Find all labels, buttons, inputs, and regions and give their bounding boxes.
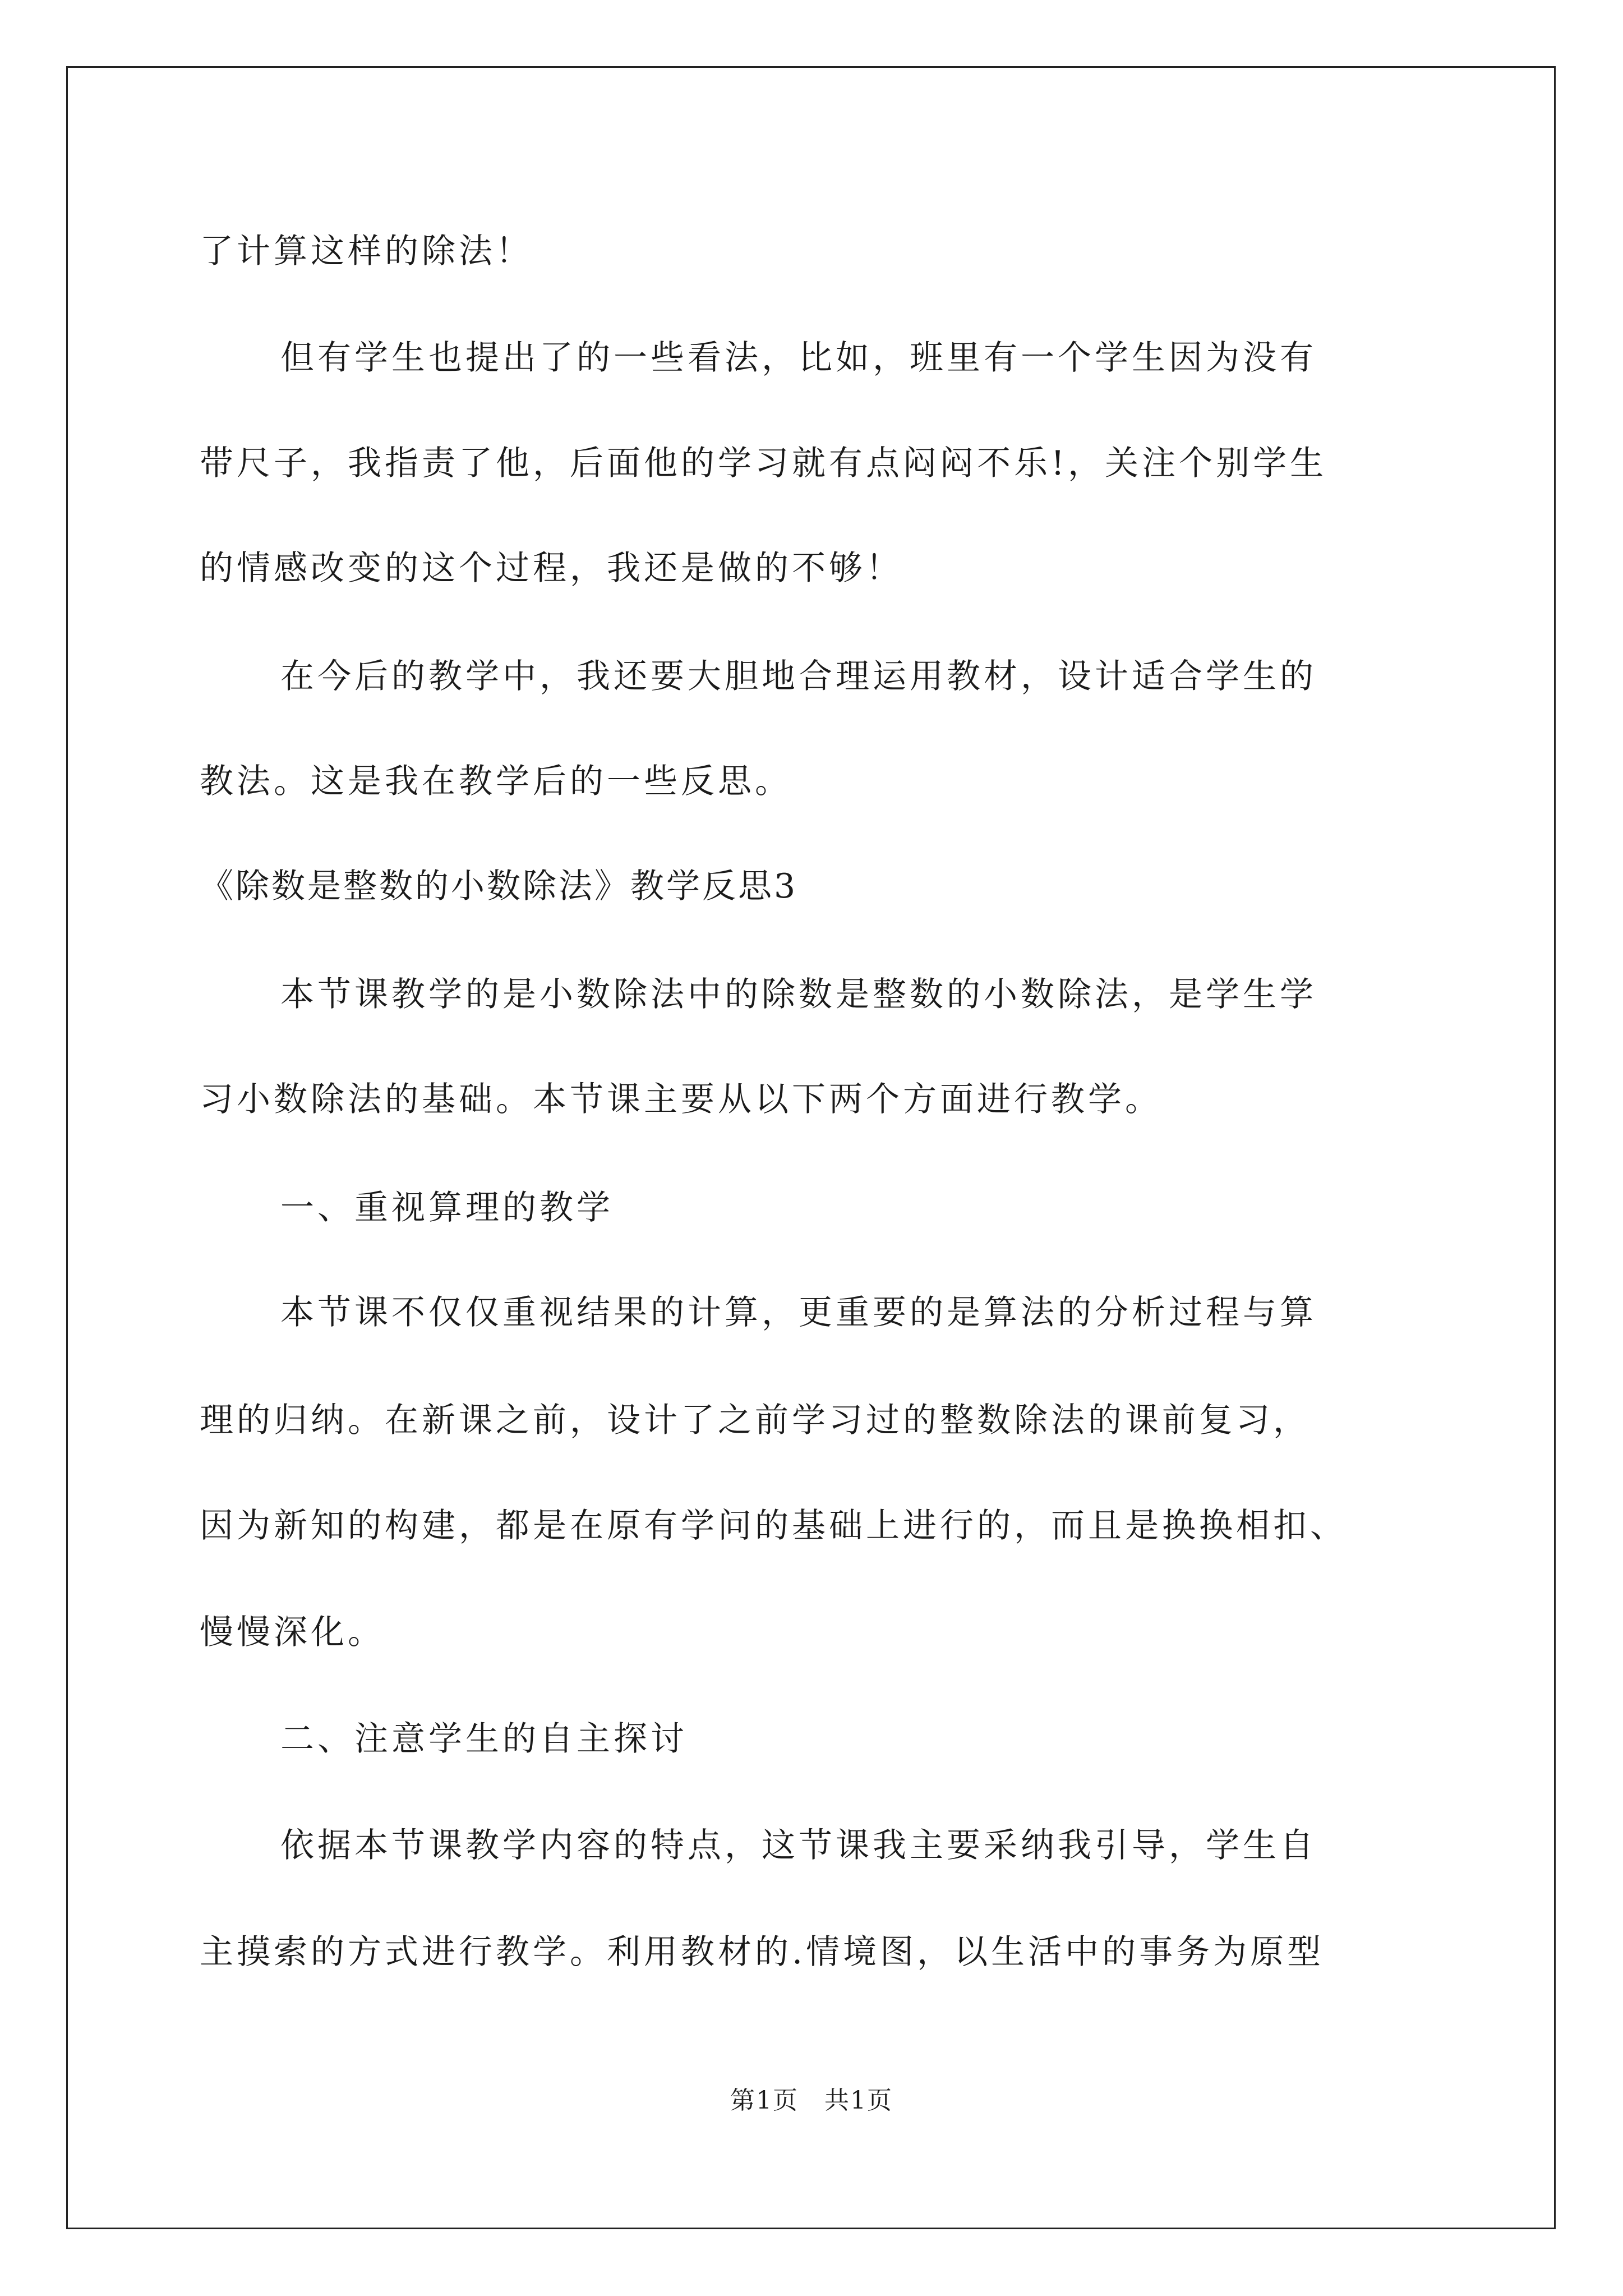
paragraph-line: 慢慢深化。: [200, 1613, 385, 1652]
paragraph-line: 的情感改变的这个过程，我还是做的不够！: [200, 549, 903, 588]
paragraph-line: 但有学生也提出了的一些看法，比如，班里有一个学生因为没有: [280, 338, 1317, 378]
paragraph-line: 教法。这是我在教学后的一些反思。: [200, 762, 792, 801]
subheading: 二、注意学生的自主探讨: [280, 1719, 688, 1759]
paragraph-line: 本节课不仅仅重视结果的计算，更重要的是算法的分析过程与算: [280, 1293, 1317, 1332]
paragraph-line: 主摸索的方式进行教学。利用教材的.情境图，以生活中的事务为原型: [200, 1932, 1325, 1972]
page-number: 第1页 共1页: [730, 2086, 893, 2115]
paragraph-line: 习小数除法的基础。本节课主要从以下两个方面进行教学。: [200, 1080, 1162, 1119]
section-heading: 《除数是整数的小数除法》教学反思3: [200, 867, 798, 906]
paragraph-line: 因为新知的构建，都是在原有学问的基础上进行的，而且是换换相扣、: [200, 1506, 1347, 1545]
subheading: 一、重视算理的教学: [280, 1188, 614, 1227]
paragraph-line: 带尺子，我指责了他，后面他的学习就有点闷闷不乐!，关注个别学生: [200, 444, 1327, 483]
paragraph-line: 在今后的教学中，我还要大胆地合理运用教材，设计适合学生的: [280, 657, 1317, 696]
paragraph-line: 依据本节课教学内容的特点，这节课我主要采纳我引导，学生自: [280, 1826, 1317, 1865]
paragraph-line: 了计算这样的除法！: [200, 232, 533, 271]
paragraph-line: 理的归纳。在新课之前，设计了之前学习过的整数除法的课前复习，: [200, 1401, 1310, 1440]
page-border: [66, 66, 1556, 2229]
paragraph-line: 本节课教学的是小数除法中的除数是整数的小数除法，是学生学: [280, 975, 1317, 1014]
